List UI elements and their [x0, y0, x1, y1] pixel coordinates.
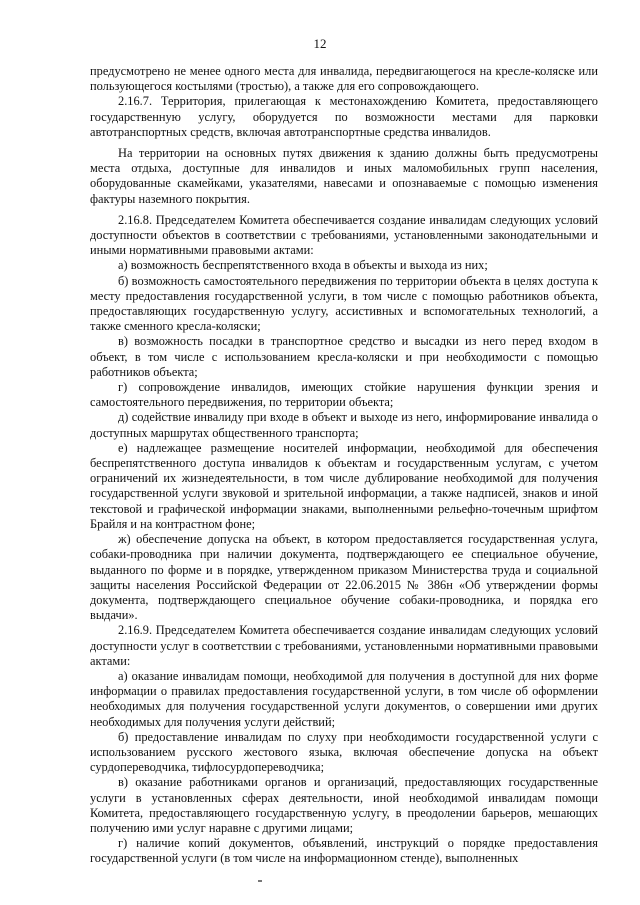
paragraph-continuation: предусмотрено не менее одного места для инвалида, передвигающегося на кресле-коляске или пользующегося костылями (тростью), а также для его сопровождающего. — [90, 64, 598, 94]
scan-mark — [258, 880, 262, 882]
list-item-g-services: г) наличие копий документов, объявлений, инструкций о порядке предоставления государственной услуги (в том числе на информационном стенде), выполненных — [90, 836, 598, 866]
list-item-b-objects: б) возможность самостоятельного передвижения по территории объекта в целях доступа к месту предоставления государственной услуги, в том числе с помощью работников объекта, предоставляющих государственную услугу, ассистивных и вспомогательных технологий, а также сменного кресла-коляски; — [90, 273, 598, 334]
document-body — [90, 64, 598, 867]
list-item-a-objects: а) возможность беспрепятственного входа в объекты и выхода из них; — [118, 258, 488, 273]
list-item-v-objects: в) возможность посадки в транспортное средство и высадки из него перед входом в объект, в том числе с использованием кресла-коляски и при необходимости с помощью работников объекта; — [90, 334, 598, 379]
page-number: 12 — [313, 36, 327, 51]
paragraph-2-16-9: 2.16.9. Председателем Комитета обеспечивается создание инвалидам следующих условий доступности услуг в соответствии с требованиями, установленными нормативными правовыми актами: — [90, 623, 598, 668]
list-item-b-services: б) предоставление инвалидам по слуху при необходимости государственной услуги с использованием русского жестового языка, включая обеспечение допуска на объект сурдопереводчика, тифлосурдопереводчика; — [90, 729, 598, 775]
list-item-zh-objects: ж) обеспечение допуска на объект, в котором предоставляется государственная услуга, собаки-проводника при наличии документа, подтверждающего ее специальное обучение, выданного по форме и в порядке, утвержденном приказом Министерства труда и социальной защиты населения Российской Федерации от 22.06.2015 № 386н «Об утверждении формы документа, подтверждающего специальное обучение собаки-проводника, и порядка его выдачи». — [90, 532, 598, 623]
list-item-v-services: в) оказание работниками органов и организаций, предоставляющих государственные услуги в установленных сферах деятельности, иной необходимой инвалидам помощи Комитета, предоставляющего государственную услугу, в преодолении барьеров, мешающих получению ими услуг наравне с другими лицами; — [90, 775, 598, 835]
list-item-g-objects: г) сопровождение инвалидов, имеющих стойкие нарушения функции зрения и самостоятельного передвижения, по территории объекта; — [90, 380, 598, 410]
list-item-a-services: а) оказание инвалидам помощи, необходимой для получения в доступной для них форме информации о правилах предоставления государственной услуги, в том числе об оформлении необходимых для получения государственной услуги документов, о совершении ими других необходимых для получения услуги действий; — [90, 668, 598, 729]
paragraph-2-16-8: 2.16.8. Председателем Комитета обеспечивается создание инвалидам следующих условий доступности объектов в соответствии с требованиями, установленными законодательными и иными нормативными правовыми актами: — [90, 212, 598, 258]
paragraph-rest-areas: На территории на основных путях движения к зданию должны быть предусмотрены места отдыха, доступные для инвалидов и иных маломобильных групп населения, оборудованные скамейками, указателями, навесами и опознаваемые с помощью изменения фактуры наземного покрытия. — [90, 146, 598, 206]
list-item-d-objects: д) содействие инвалиду при входе в объект и выходе из него, информирование инвалида о доступных маршрутах общественного транспорта; — [90, 410, 598, 440]
paragraph-2-16-7: 2.16.7. Территория, прилегающая к местонахождению Комитета, предоставляющего государственную услугу, оборудуется по возможности местами для парковки автотранспортных средств, включая автотранспортные средства инвалидов. — [90, 94, 598, 139]
list-item-e-objects: е) надлежащее размещение носителей информации, необходимой для обеспечения беспрепятственного доступа инвалидов к объектам и государственным услугам, с учетом ограничений их жизнедеятельности, в том числе дублирование необходимой для получения государственной услуги звуковой и зрительной информации, а также надписей, знаков и иной текстовой и графической информации знаками, выполненными рельефно-точечным шрифтом Брайля и на контрастном фоне; — [90, 440, 598, 531]
